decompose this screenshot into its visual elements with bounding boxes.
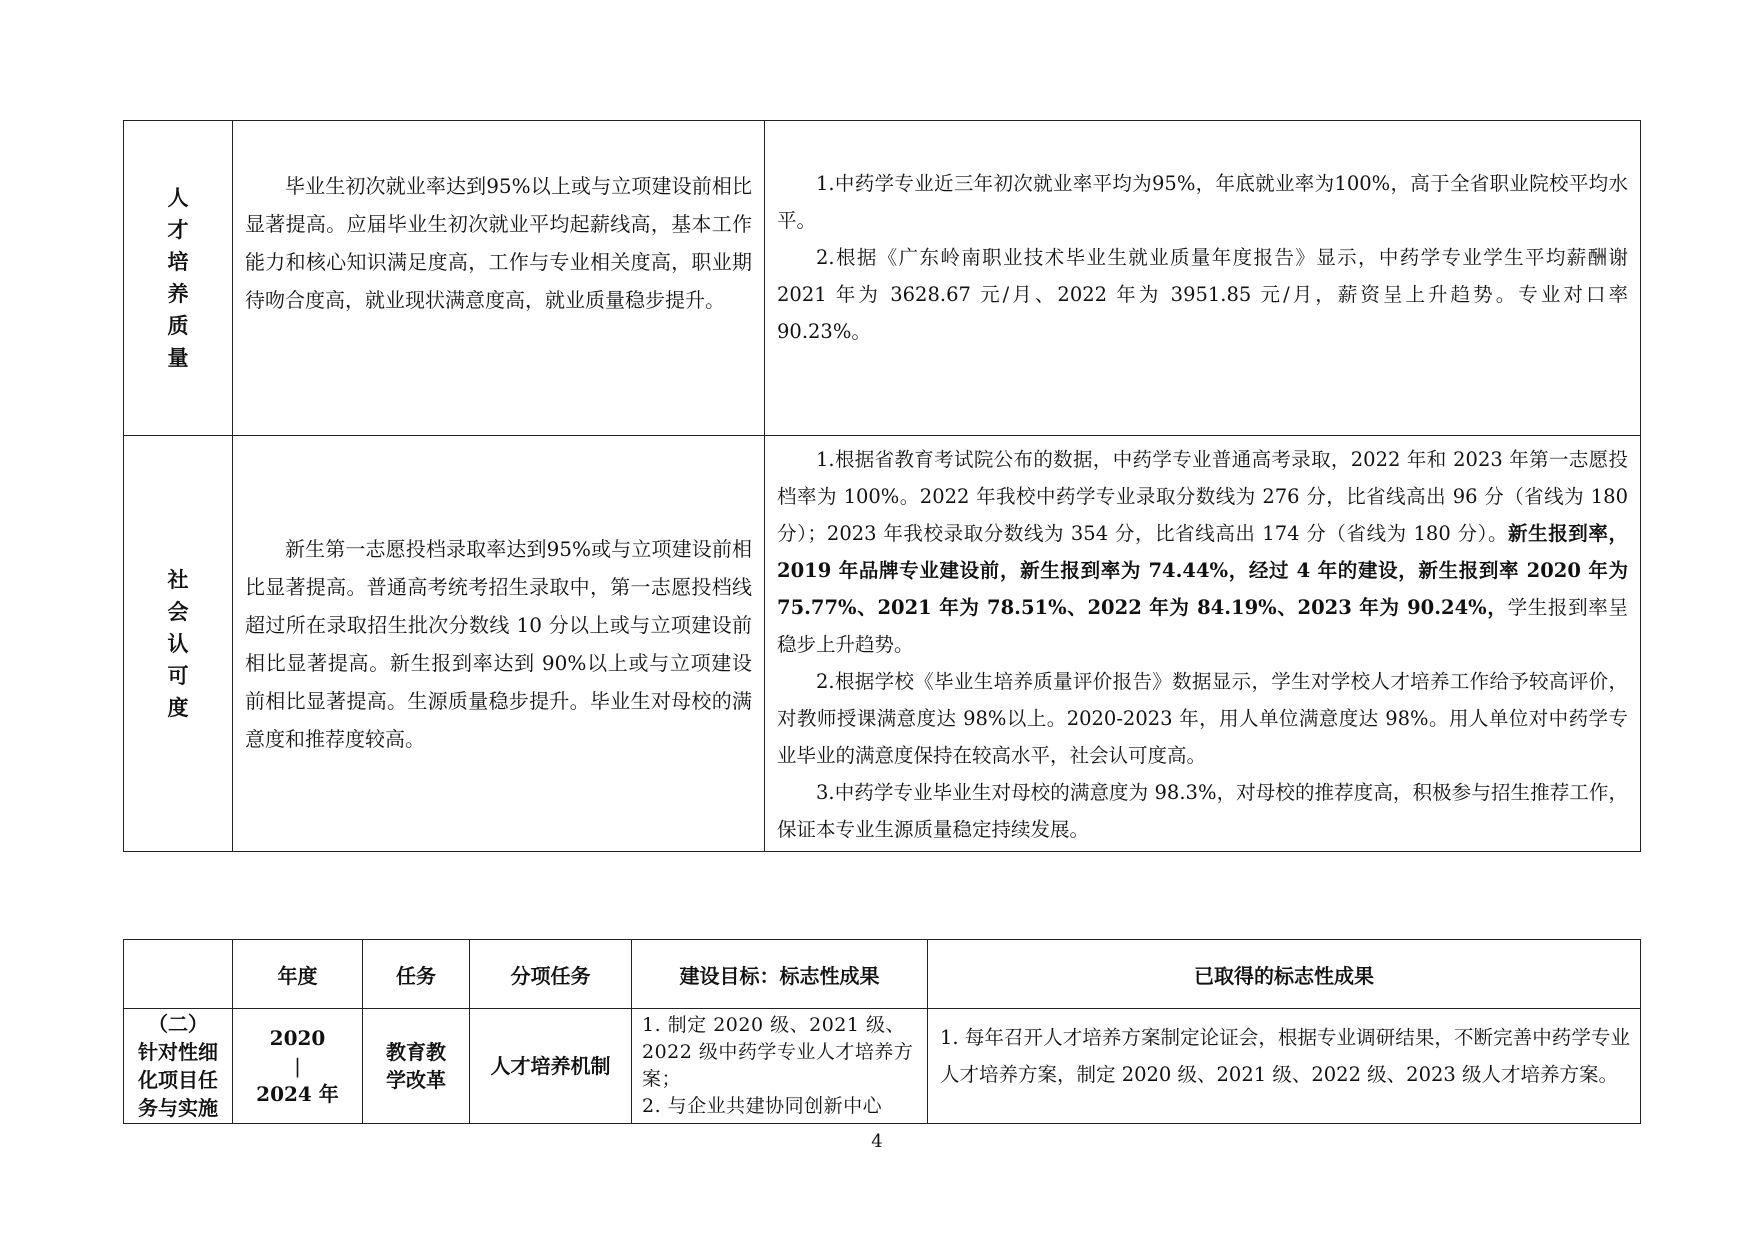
achieved-cell: 1.中药学专业近三年初次就业率平均为95%，年底就业率为100%，高于全省职业院校平均水平。 2.根据《广东岭南职业技术毕业生就业质量年度报告》显示，中药学专业学生平均薪酬谢 2021 年为 3628.67 元/月、2022 年为 3951.85 元/月，薪资呈上升趋势。专业对口率 90.23%。 <box>765 121 1641 436</box>
table-row <box>124 121 1641 436</box>
page-number: 4 <box>871 1131 883 1152</box>
table-header-row <box>124 940 1641 1009</box>
achieved-cell: 1. 每年召开人才培养方案制定论证会，根据专业调研结果，不断完善中药学专业人才培养方案，制定 2020 级、2021 级、2022 级、2023 级人才培养方案。 <box>928 1009 1641 1124</box>
header-blank <box>124 940 233 1009</box>
section-cell: （二） 针对性细 化项目任 务与实施 <box>124 1009 233 1124</box>
table-row <box>124 1009 1641 1124</box>
header-achieved: 已取得的标志性成果 <box>928 940 1641 1009</box>
header-goal: 建设目标：标志性成果 <box>632 940 928 1009</box>
header-task: 任务 <box>363 940 470 1009</box>
year-cell: 2020 | 2024 年 <box>233 1009 363 1124</box>
table-row <box>124 436 1641 852</box>
table-tasks <box>123 939 1641 1124</box>
target-cell: 新生第一志愿投档录取率达到95%或与立项建设前相比显著提高。普通高考统考招生录取中，第一志愿投档线超过所在录取招生批次分数线 10 分以上或与立项建设前相比显著提高。新生报到率达到 90%以上或与立项建设前相比显著提高。生源质量稳步提升。毕业生对母校的满意度和推荐度较高。 <box>233 436 765 852</box>
achieved-cell: 1.根据省教育考试院公布的数据，中药学专业普通高考录取，2022 年和 2023 年第一志愿投档率为 100%。2022 年我校中药学专业录取分数线为 276 分，比省线高出 96 分（省线为 180 分）；2023 年我校录取分数线为 354 分，比省线高出 174 分（省线为 180 分）。新生报到率，2019 年品牌专业建设前，新生报到率为 74.44%，经过 4 年的建设，新生报到率 2020 年为 75.77%、2021 年为 78.51%、2022 年为 84.19%、2023 年为 90.24%，学生报到率呈稳步上升趋势。 2.根据学校《毕业生培养质量评价报告》数据显示，学生对学校人才培养工作给予较高评价，对教师授课满意度达 98%以上。2020-2023 年，用人单位满意度达 98%。用人单位对中药学专业毕业的满意度保持在较高水平，社会认可度高。 3.中药学专业毕业生对母校的满意度为 98.3%，对母校的推荐度高，积极参与招生推荐工作，保证本专业生源质量稳定持续发展。 <box>765 436 1641 852</box>
target-cell: 毕业生初次就业率达到95%以上或与立项建设前相比显著提高。应届毕业生初次就业平均起薪线高，基本工作能力和核心知识满足度高，工作与专业相关度高，职业期待吻合度高，就业现状满意度高，就业质量稳步提升。 <box>233 121 765 436</box>
category-cell: 人 才 培 养 质 量 <box>124 121 233 436</box>
header-subtask: 分项任务 <box>470 940 632 1009</box>
subtask-cell: 人才培养机制 <box>470 1009 632 1124</box>
task-cell: 教育教 学改革 <box>363 1009 470 1124</box>
table-outcomes <box>123 120 1641 852</box>
goal-cell: 1. 制定 2020 级、2021 级、2022 级中药学专业人才培养方案； 2. 与企业共建协同创新中心 <box>632 1009 928 1124</box>
category-cell: 社 会 认 可 度 <box>124 436 233 852</box>
header-year: 年度 <box>233 940 363 1009</box>
